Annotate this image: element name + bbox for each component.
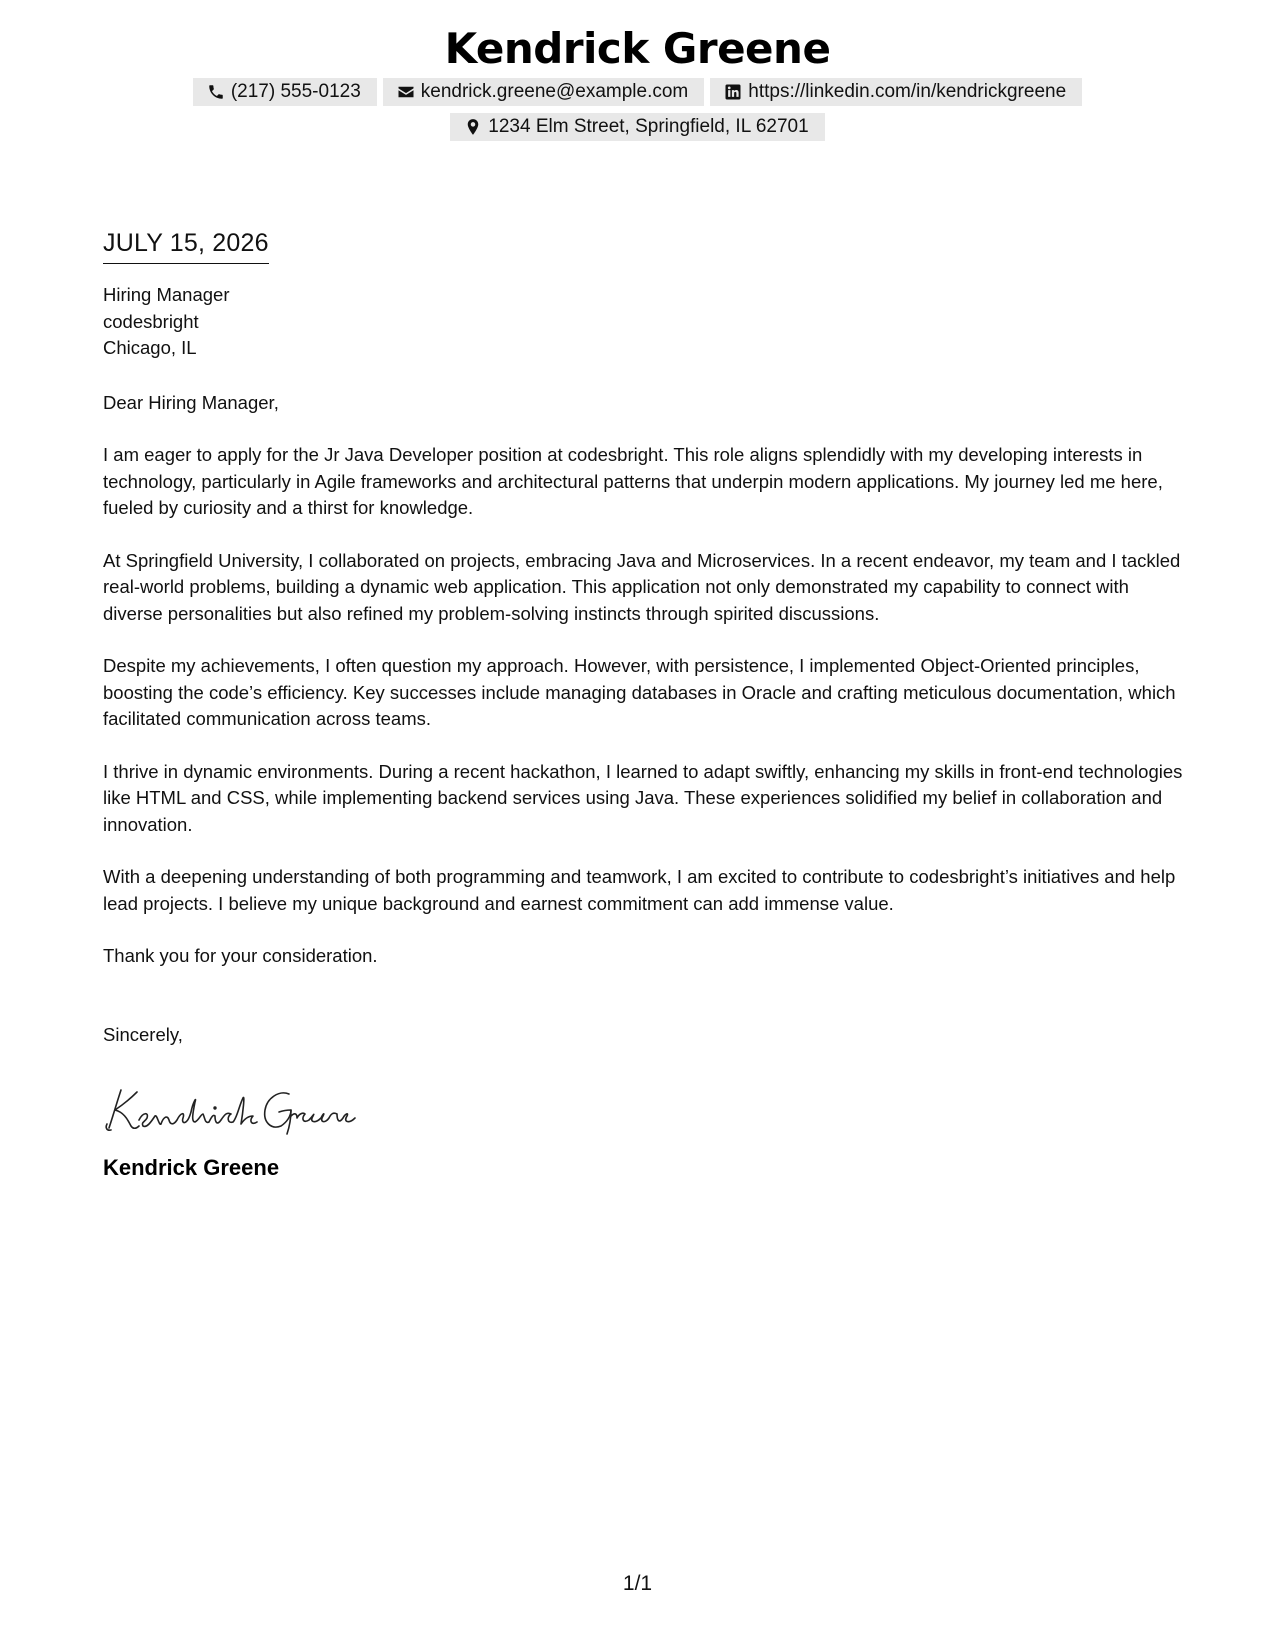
body-paragraph: Despite my achievements, I often question my approach. However, with persistence, I implemented Object-Oriented principles, boosting the code’s efficiency. Key successes include managing databases in Oracle and crafting meticulous documentation, which facilitated communication across teams.	[103, 655, 1176, 729]
body-paragraph: At Springfield University, I collaborated on projects, embracing Java and Microservices. In a recent endeavor, my team and I tackled real-world problems, building a dynamic web application. This application not only demonstrated my capability to connect with diverse personalities but also refined my problem-solving instincts through spirited discussions.	[103, 549, 1181, 624]
letter-header	[0, 22, 1275, 141]
phone-icon	[207, 83, 225, 101]
linkedin-icon	[724, 83, 742, 101]
recipient-location: Chicago, IL	[103, 337, 197, 358]
mailing-address: 1234 Elm Street, Springfield, IL 62701	[488, 116, 809, 137]
phone-number: (217) 555-0123	[230, 81, 361, 102]
body-paragraph: I am eager to apply for the Jr Java Developer position at codesbright. This role aligns splendidly with my developing interests in technology, particularly in Agile frameworks and architectural patterns that underpin modern applications. My journey led me here, fueled by curiosity and a thirst for knowledge.	[103, 444, 1163, 518]
body-paragraph: With a deepening understanding of both programming and teamwork, I am excited to contribute to codesbright’s initiatives and help lead projects. I believe my unique background and earnest commitment can add immense value.	[103, 866, 1176, 914]
letter-body	[103, 226, 1183, 1182]
salutation: Dear Hiring Manager,	[103, 391, 279, 413]
map-pin-icon	[464, 118, 482, 136]
handwritten-signature	[103, 1082, 1183, 1136]
linkedin-chip	[710, 78, 1082, 106]
recipient-block	[103, 282, 1183, 362]
phone-chip	[193, 78, 377, 106]
letter-date: JULY 15, 2026	[103, 226, 269, 264]
closing: Sincerely,	[103, 1023, 183, 1045]
linkedin-url: https://linkedin.com/in/kendrickgreene	[748, 81, 1067, 102]
applicant-name: Kendrick Greene	[444, 24, 831, 73]
body-paragraph: I thrive in dynamic environments. During a recent hackathon, I learned to adapt swiftly, enhancing my skills in front-end technologies like HTML and CSS, while implementing backend services using Java. These experiences solidified my belief in collaboration and innovation.	[103, 760, 1183, 835]
email-address: kendrick.greene@example.com	[420, 81, 689, 102]
address-chip	[450, 113, 824, 141]
thank-you-line: Thank you for your consideration.	[103, 945, 378, 966]
contact-row	[0, 78, 1275, 106]
contact-row-address	[0, 113, 1275, 141]
recipient-company: codesbright	[103, 310, 199, 332]
envelope-icon	[397, 83, 415, 101]
recipient-title: Hiring Manager	[103, 284, 230, 305]
email-chip	[383, 78, 704, 106]
signer-name: Kendrick Greene	[103, 1155, 280, 1180]
page-number: 1/1	[622, 1572, 653, 1595]
